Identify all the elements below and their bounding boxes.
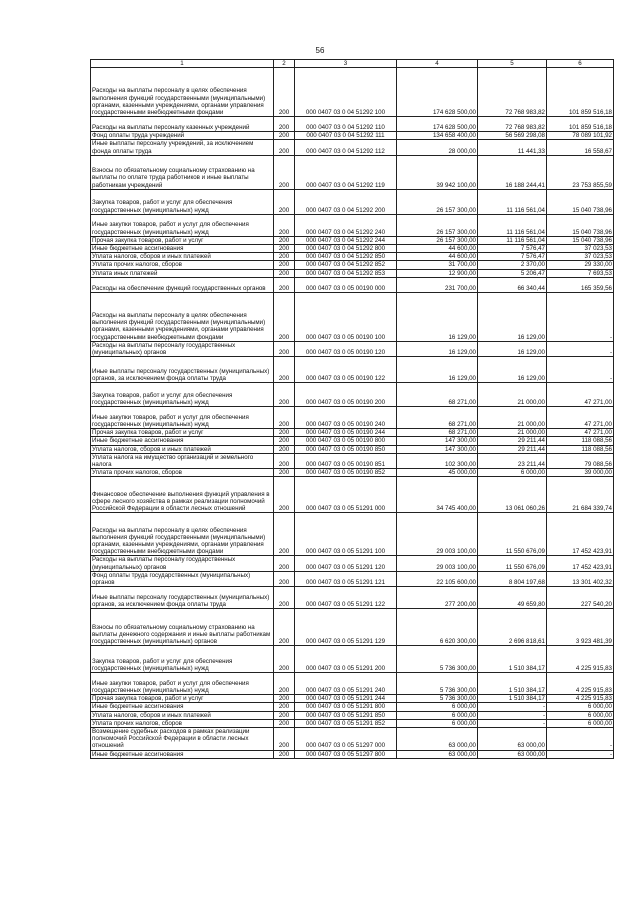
row-unexecuted-amount-cell: 37 023,53 — [547, 245, 614, 253]
row-executed-amount-cell: 16 188 244,41 — [478, 155, 547, 189]
row-unexecuted-amount-cell: 47 271,00 — [547, 429, 614, 437]
row-unexecuted-amount-cell: - — [547, 728, 614, 751]
row-name-cell: Уплата иных платежей — [91, 269, 274, 277]
row-classification-code-cell: 000 0407 03 0 05 51291 100 — [295, 513, 397, 556]
row-name-cell: Иные бюджетные ассигнования — [91, 750, 274, 758]
row-line-code-cell: 200 — [274, 236, 295, 244]
row-approved-amount-cell: 63 000,00 — [397, 750, 478, 758]
row-classification-code-cell: 000 0407 03 0 04 51292 100 — [295, 68, 397, 117]
table-row — [91, 253, 614, 261]
row-name-cell: Иные закупки товаров, работ и услуг для обеспечения государственных (муниципальных) нужд — [91, 673, 274, 695]
table-row — [91, 445, 614, 453]
row-line-code-cell: 200 — [274, 711, 295, 719]
row-name-cell: Расходы на выплаты персоналу государственных (муниципальных) органов — [91, 556, 274, 571]
row-name-cell: Прочая закупка товаров, работ и услуг — [91, 236, 274, 244]
table-row — [91, 214, 614, 236]
row-classification-code-cell: 000 0407 03 0 05 00190 244 — [295, 429, 397, 437]
row-line-code-cell: 200 — [274, 292, 295, 341]
row-name-cell: Уплата прочих налогов, сборов — [91, 261, 274, 269]
row-unexecuted-amount-cell: 21 684 339,74 — [547, 477, 614, 513]
table-row — [91, 117, 614, 132]
row-executed-amount-cell: 7 576,47 — [478, 245, 547, 253]
row-executed-amount-cell: 29 211,44 — [478, 437, 547, 445]
table-row — [91, 68, 614, 117]
row-name-cell: Иные бюджетные ассигнования — [91, 245, 274, 253]
row-line-code-cell: 200 — [274, 469, 295, 477]
row-classification-code-cell: 000 0407 03 0 04 51292 110 — [295, 117, 397, 132]
table-row — [91, 277, 614, 292]
table-row — [91, 132, 614, 140]
table-row — [91, 609, 614, 646]
row-line-code-cell: 200 — [274, 445, 295, 453]
row-executed-amount-cell: 21 000,00 — [478, 407, 547, 429]
row-classification-code-cell: 000 0407 03 0 05 51291 121 — [295, 571, 397, 586]
row-line-code-cell: 200 — [274, 407, 295, 429]
row-name-cell: Финансовое обеспечение выполнения функций управления в сфере лесного хозяйства в рамках реализации полномочий Российской Федерации в области лесных отношений — [91, 477, 274, 513]
row-classification-code-cell: 000 0407 03 0 04 51292 112 — [295, 140, 397, 155]
table-row — [91, 189, 614, 214]
row-unexecuted-amount-cell: 227 540,20 — [547, 587, 614, 609]
row-unexecuted-amount-cell: - — [547, 341, 614, 356]
row-unexecuted-amount-cell: 47 271,00 — [547, 407, 614, 429]
row-unexecuted-amount-cell: 4 225 915,83 — [547, 695, 614, 703]
row-unexecuted-amount-cell: 15 040 738,96 — [547, 214, 614, 236]
row-unexecuted-amount-cell: 101 859 516,18 — [547, 68, 614, 117]
row-executed-amount-cell: 2 370,00 — [478, 261, 547, 269]
row-unexecuted-amount-cell: 6 000,00 — [547, 711, 614, 719]
table-row — [91, 571, 614, 586]
table-row — [91, 728, 614, 751]
row-line-code-cell: 200 — [274, 703, 295, 711]
row-executed-amount-cell: 13 061 060,26 — [478, 477, 547, 513]
table-row — [91, 703, 614, 711]
row-line-code-cell: 200 — [274, 673, 295, 695]
row-executed-amount-cell: 49 659,80 — [478, 587, 547, 609]
row-unexecuted-amount-cell: 101 859 516,18 — [547, 117, 614, 132]
row-name-cell: Расходы на обеспечение функций государственных органов — [91, 277, 274, 292]
row-line-code-cell: 200 — [274, 383, 295, 407]
row-name-cell: Расходы на выплаты персоналу в целях обеспечения выполнения функций государственными (муниципальными) органами, казенными учреждениями, органами управления государственными внебюджетными фондами — [91, 513, 274, 556]
header-col-1: 1 — [91, 60, 274, 68]
row-unexecuted-amount-cell: - — [547, 357, 614, 383]
row-classification-code-cell: 000 0407 03 0 05 51291 800 — [295, 703, 397, 711]
row-classification-code-cell: 000 0407 03 0 05 00190 852 — [295, 469, 397, 477]
row-approved-amount-cell: 174 628 500,00 — [397, 117, 478, 132]
row-classification-code-cell: 000 0407 03 0 05 51291 852 — [295, 719, 397, 727]
row-executed-amount-cell: 11 116 561,04 — [478, 236, 547, 244]
row-approved-amount-cell: 147 300,00 — [397, 445, 478, 453]
row-line-code-cell: 200 — [274, 646, 295, 673]
header-col-6: 6 — [547, 60, 614, 68]
table-row — [91, 719, 614, 727]
row-classification-code-cell: 000 0407 03 0 05 51291 000 — [295, 477, 397, 513]
row-approved-amount-cell: 102 300,00 — [397, 453, 478, 468]
row-classification-code-cell: 000 0407 03 0 04 51292 850 — [295, 253, 397, 261]
table-row — [91, 469, 614, 477]
row-classification-code-cell: 000 0407 03 0 04 51292 853 — [295, 269, 397, 277]
row-unexecuted-amount-cell: 47 271,00 — [547, 383, 614, 407]
table-row — [91, 261, 614, 269]
row-line-code-cell: 200 — [274, 117, 295, 132]
row-line-code-cell: 200 — [274, 341, 295, 356]
row-classification-code-cell: 000 0407 03 0 04 51292 852 — [295, 261, 397, 269]
row-unexecuted-amount-cell: 4 225 915,83 — [547, 673, 614, 695]
row-executed-amount-cell: 11 116 561,04 — [478, 189, 547, 214]
row-executed-amount-cell: 63 000,00 — [478, 750, 547, 758]
row-executed-amount-cell: 16 129,00 — [478, 341, 547, 356]
row-name-cell: Возмещение судебных расходов в рамках реализации полномочий Российской Федерации в области лесных отношений — [91, 728, 274, 751]
row-unexecuted-amount-cell: 78 089 101,92 — [547, 132, 614, 140]
table-row — [91, 357, 614, 383]
table-row — [91, 245, 614, 253]
row-executed-amount-cell: 56 569 298,08 — [478, 132, 547, 140]
row-executed-amount-cell: 8 804 197,68 — [478, 571, 547, 586]
row-line-code-cell: 200 — [274, 609, 295, 646]
row-executed-amount-cell: 1 510 384,17 — [478, 695, 547, 703]
table-row — [91, 587, 614, 609]
row-executed-amount-cell: 63 000,00 — [478, 728, 547, 751]
row-unexecuted-amount-cell: 3 923 481,39 — [547, 609, 614, 646]
table-row — [91, 269, 614, 277]
row-name-cell: Закупка товаров, работ и услуг для обеспечения государственных (муниципальных) нужд — [91, 383, 274, 407]
row-line-code-cell: 200 — [274, 245, 295, 253]
page-number: 56 — [315, 46, 325, 55]
row-name-cell: Расходы на выплаты персоналу в целях обеспечения выполнения функций государственными (муниципальными) органами, казенными учреждениями, органами управления государственными внебюджетными фондами — [91, 68, 274, 117]
row-unexecuted-amount-cell: 6 000,00 — [547, 719, 614, 727]
row-line-code-cell: 200 — [274, 253, 295, 261]
row-line-code-cell: 200 — [274, 189, 295, 214]
row-name-cell: Уплата налогов, сборов и иных платежей — [91, 253, 274, 261]
row-line-code-cell: 200 — [274, 513, 295, 556]
row-name-cell: Иные закупки товаров, работ и услуг для обеспечения государственных (муниципальных) нужд — [91, 214, 274, 236]
row-approved-amount-cell: 68 271,00 — [397, 429, 478, 437]
row-line-code-cell: 200 — [274, 571, 295, 586]
row-executed-amount-cell: 21 000,00 — [478, 383, 547, 407]
row-approved-amount-cell: 31 700,00 — [397, 261, 478, 269]
table-row — [91, 236, 614, 244]
row-name-cell: Закупка товаров, работ и услуг для обеспечения государственных (муниципальных) нужд — [91, 646, 274, 673]
row-approved-amount-cell: 6 620 300,00 — [397, 609, 478, 646]
row-unexecuted-amount-cell: 15 040 738,96 — [547, 189, 614, 214]
row-approved-amount-cell: 68 271,00 — [397, 383, 478, 407]
row-classification-code-cell: 000 0407 03 0 05 51291 850 — [295, 711, 397, 719]
row-classification-code-cell: 000 0407 03 0 05 00190 240 — [295, 407, 397, 429]
row-approved-amount-cell: 12 900,00 — [397, 269, 478, 277]
table-row — [91, 711, 614, 719]
row-unexecuted-amount-cell: 13 301 402,32 — [547, 571, 614, 586]
row-classification-code-cell: 000 0407 03 0 05 51297 000 — [295, 728, 397, 751]
row-executed-amount-cell: 7 576,47 — [478, 253, 547, 261]
row-line-code-cell: 200 — [274, 719, 295, 727]
row-name-cell: Уплата налогов, сборов и иных платежей — [91, 445, 274, 453]
row-classification-code-cell: 000 0407 03 0 05 00190 120 — [295, 341, 397, 356]
row-approved-amount-cell: 16 129,00 — [397, 292, 478, 341]
row-name-cell: Взносы по обязательному социальному страхованию на выплаты по оплате труда работников и иные выплаты работникам учреждений — [91, 155, 274, 189]
row-approved-amount-cell: 29 003 100,00 — [397, 556, 478, 571]
row-line-code-cell: 200 — [274, 261, 295, 269]
row-approved-amount-cell: 34 745 400,00 — [397, 477, 478, 513]
row-classification-code-cell: 000 0407 03 0 05 00190 000 — [295, 277, 397, 292]
row-classification-code-cell: 000 0407 03 0 05 51297 800 — [295, 750, 397, 758]
row-executed-amount-cell: 72 768 983,82 — [478, 68, 547, 117]
table-row — [91, 292, 614, 341]
table-row — [91, 556, 614, 571]
table-row — [91, 695, 614, 703]
row-classification-code-cell: 000 0407 03 0 05 51291 244 — [295, 695, 397, 703]
row-executed-amount-cell: 16 129,00 — [478, 292, 547, 341]
table-header-row — [91, 60, 614, 68]
row-classification-code-cell: 000 0407 03 0 04 51292 244 — [295, 236, 397, 244]
row-line-code-cell: 200 — [274, 155, 295, 189]
row-approved-amount-cell: 45 000,00 — [397, 469, 478, 477]
row-classification-code-cell: 000 0407 03 0 05 00190 850 — [295, 445, 397, 453]
header-col-3: 3 — [295, 60, 397, 68]
row-unexecuted-amount-cell: 23 753 855,59 — [547, 155, 614, 189]
row-classification-code-cell: 000 0407 03 0 04 51292 240 — [295, 214, 397, 236]
row-unexecuted-amount-cell: 16 558,67 — [547, 140, 614, 155]
row-approved-amount-cell: 44 600,00 — [397, 245, 478, 253]
table-row — [91, 155, 614, 189]
row-name-cell: Прочая закупка товаров, работ и услуг — [91, 429, 274, 437]
row-approved-amount-cell: 26 157 300,00 — [397, 189, 478, 214]
row-executed-amount-cell: 6 000,00 — [478, 469, 547, 477]
row-executed-amount-cell: 1 510 384,17 — [478, 646, 547, 673]
budget-execution-table — [90, 59, 614, 759]
row-classification-code-cell: 000 0407 03 0 05 51291 120 — [295, 556, 397, 571]
row-executed-amount-cell: 16 129,00 — [478, 357, 547, 383]
row-approved-amount-cell: 68 271,00 — [397, 407, 478, 429]
table-row — [91, 341, 614, 356]
row-name-cell: Уплата налогов, сборов и иных платежей — [91, 711, 274, 719]
row-unexecuted-amount-cell: 6 000,00 — [547, 703, 614, 711]
row-classification-code-cell: 000 0407 03 0 05 00190 200 — [295, 383, 397, 407]
row-classification-code-cell: 000 0407 03 0 05 51291 129 — [295, 609, 397, 646]
row-executed-amount-cell: 66 340,44 — [478, 277, 547, 292]
row-approved-amount-cell: 5 736 300,00 — [397, 695, 478, 703]
row-approved-amount-cell: 63 000,00 — [397, 728, 478, 751]
row-unexecuted-amount-cell: 7 693,53 — [547, 269, 614, 277]
row-name-cell: Иные бюджетные ассигнования — [91, 703, 274, 711]
row-classification-code-cell: 000 0407 03 0 05 00190 100 — [295, 292, 397, 341]
row-name-cell: Уплата прочих налогов, сборов — [91, 719, 274, 727]
table-row — [91, 477, 614, 513]
row-approved-amount-cell: 16 129,00 — [397, 357, 478, 383]
row-line-code-cell: 200 — [274, 453, 295, 468]
table-row — [91, 513, 614, 556]
row-executed-amount-cell: - — [478, 711, 547, 719]
table-row — [91, 453, 614, 468]
row-unexecuted-amount-cell: 4 225 915,83 — [547, 646, 614, 673]
row-line-code-cell: 200 — [274, 750, 295, 758]
row-unexecuted-amount-cell: 29 330,00 — [547, 261, 614, 269]
row-line-code-cell: 200 — [274, 68, 295, 117]
row-classification-code-cell: 000 0407 03 0 05 00190 851 — [295, 453, 397, 468]
row-line-code-cell: 200 — [274, 695, 295, 703]
row-executed-amount-cell: - — [478, 703, 547, 711]
row-name-cell: Иные выплаты персоналу учреждений, за исключением фонда оплаты труда — [91, 140, 274, 155]
row-classification-code-cell: 000 0407 03 0 04 51292 119 — [295, 155, 397, 189]
row-classification-code-cell: 000 0407 03 0 04 51292 200 — [295, 189, 397, 214]
row-unexecuted-amount-cell: 79 088,56 — [547, 453, 614, 468]
row-line-code-cell: 200 — [274, 214, 295, 236]
row-executed-amount-cell: 2 696 818,61 — [478, 609, 547, 646]
row-approved-amount-cell: 5 736 300,00 — [397, 646, 478, 673]
row-executed-amount-cell: 72 768 983,82 — [478, 117, 547, 132]
row-approved-amount-cell: 147 300,00 — [397, 437, 478, 445]
row-unexecuted-amount-cell: 37 023,53 — [547, 253, 614, 261]
row-approved-amount-cell: 26 157 300,00 — [397, 236, 478, 244]
header-col-5: 5 — [478, 60, 547, 68]
row-name-cell: Фонд оплаты труда учреждений — [91, 132, 274, 140]
table-row — [91, 407, 614, 429]
header-col-4: 4 — [397, 60, 478, 68]
row-line-code-cell: 200 — [274, 357, 295, 383]
row-unexecuted-amount-cell: 118 088,56 — [547, 437, 614, 445]
row-classification-code-cell: 000 0407 03 0 05 00190 122 — [295, 357, 397, 383]
table-row — [91, 750, 614, 758]
header-col-2: 2 — [274, 60, 295, 68]
row-unexecuted-amount-cell: 15 040 738,96 — [547, 236, 614, 244]
row-name-cell: Прочая закупка товаров, работ и услуг — [91, 695, 274, 703]
table-row — [91, 673, 614, 695]
row-approved-amount-cell: 6 000,00 — [397, 711, 478, 719]
row-executed-amount-cell: 1 510 384,17 — [478, 673, 547, 695]
row-line-code-cell: 200 — [274, 437, 295, 445]
row-line-code-cell: 200 — [274, 132, 295, 140]
row-line-code-cell: 200 — [274, 429, 295, 437]
row-name-cell: Расходы на выплаты персоналу в целях обеспечения выполнения функций государственными (муниципальными) органами, казенными учреждениями, органами управления государственными внебюджетными фондами — [91, 292, 274, 341]
row-name-cell: Фонд оплаты труда государственных (муниципальных) органов — [91, 571, 274, 586]
row-approved-amount-cell: 16 129,00 — [397, 341, 478, 356]
row-name-cell: Иные выплаты персоналу государственных (муниципальных) органов, за исключением фонда оплаты труда — [91, 357, 274, 383]
table-row — [91, 646, 614, 673]
row-unexecuted-amount-cell: 118 088,56 — [547, 445, 614, 453]
row-unexecuted-amount-cell: - — [547, 292, 614, 341]
row-unexecuted-amount-cell: 17 452 423,91 — [547, 556, 614, 571]
row-line-code-cell: 200 — [274, 587, 295, 609]
row-approved-amount-cell: 6 000,00 — [397, 703, 478, 711]
row-line-code-cell: 200 — [274, 556, 295, 571]
row-classification-code-cell: 000 0407 03 0 05 51291 122 — [295, 587, 397, 609]
row-name-cell: Иные выплаты персоналу государственных (муниципальных) органов, за исключением фонда оплаты труда — [91, 587, 274, 609]
row-line-code-cell: 200 — [274, 277, 295, 292]
row-line-code-cell: 200 — [274, 140, 295, 155]
row-classification-code-cell: 000 0407 03 0 04 51292 800 — [295, 245, 397, 253]
table-row — [91, 429, 614, 437]
row-approved-amount-cell: 26 157 300,00 — [397, 214, 478, 236]
row-unexecuted-amount-cell: 39 000,00 — [547, 469, 614, 477]
row-line-code-cell: 200 — [274, 269, 295, 277]
row-executed-amount-cell: - — [478, 719, 547, 727]
row-name-cell: Закупка товаров, работ и услуг для обеспечения государственных (муниципальных) нужд — [91, 189, 274, 214]
row-approved-amount-cell: 277 200,00 — [397, 587, 478, 609]
row-approved-amount-cell: 44 600,00 — [397, 253, 478, 261]
row-approved-amount-cell: 39 942 100,00 — [397, 155, 478, 189]
row-unexecuted-amount-cell: 165 359,56 — [547, 277, 614, 292]
table-row — [91, 140, 614, 155]
row-classification-code-cell: 000 0407 03 0 05 51291 240 — [295, 673, 397, 695]
row-executed-amount-cell: 23 211,44 — [478, 453, 547, 468]
row-approved-amount-cell: 6 000,00 — [397, 719, 478, 727]
row-executed-amount-cell: 5 206,47 — [478, 269, 547, 277]
table-row — [91, 383, 614, 407]
row-executed-amount-cell: 21 000,00 — [478, 429, 547, 437]
row-name-cell: Взносы по обязательному социальному страхованию на выплаты денежного содержания и иные выплаты работникам государственных (муниципальных) органов — [91, 609, 274, 646]
row-name-cell: Расходы на выплаты персоналу государственных (муниципальных) органов — [91, 341, 274, 356]
row-classification-code-cell: 000 0407 03 0 05 00190 800 — [295, 437, 397, 445]
row-executed-amount-cell: 29 211,44 — [478, 445, 547, 453]
row-classification-code-cell: 000 0407 03 0 05 51291 200 — [295, 646, 397, 673]
row-line-code-cell: 200 — [274, 728, 295, 751]
table-row — [91, 437, 614, 445]
row-executed-amount-cell: 11 550 676,09 — [478, 556, 547, 571]
row-approved-amount-cell: 28 000,00 — [397, 140, 478, 155]
row-name-cell: Уплата прочих налогов, сборов — [91, 469, 274, 477]
row-line-code-cell: 200 — [274, 477, 295, 513]
row-approved-amount-cell: 134 658 400,00 — [397, 132, 478, 140]
row-approved-amount-cell: 231 700,00 — [397, 277, 478, 292]
row-name-cell: Уплата налога на имущество организаций и земельного налога — [91, 453, 274, 468]
row-approved-amount-cell: 5 736 300,00 — [397, 673, 478, 695]
row-name-cell: Расходы на выплаты персоналу казенных учреждений — [91, 117, 274, 132]
row-approved-amount-cell: 174 628 500,00 — [397, 68, 478, 117]
row-executed-amount-cell: 11 550 676,09 — [478, 513, 547, 556]
row-name-cell: Иные бюджетные ассигнования — [91, 437, 274, 445]
row-approved-amount-cell: 29 003 100,00 — [397, 513, 478, 556]
row-unexecuted-amount-cell: - — [547, 750, 614, 758]
row-approved-amount-cell: 22 105 600,00 — [397, 571, 478, 586]
row-unexecuted-amount-cell: 17 452 423,91 — [547, 513, 614, 556]
row-name-cell: Иные закупки товаров, работ и услуг для обеспечения государственных (муниципальных) нужд — [91, 407, 274, 429]
row-classification-code-cell: 000 0407 03 0 04 51292 111 — [295, 132, 397, 140]
row-executed-amount-cell: 11 441,33 — [478, 140, 547, 155]
row-executed-amount-cell: 11 116 561,04 — [478, 214, 547, 236]
